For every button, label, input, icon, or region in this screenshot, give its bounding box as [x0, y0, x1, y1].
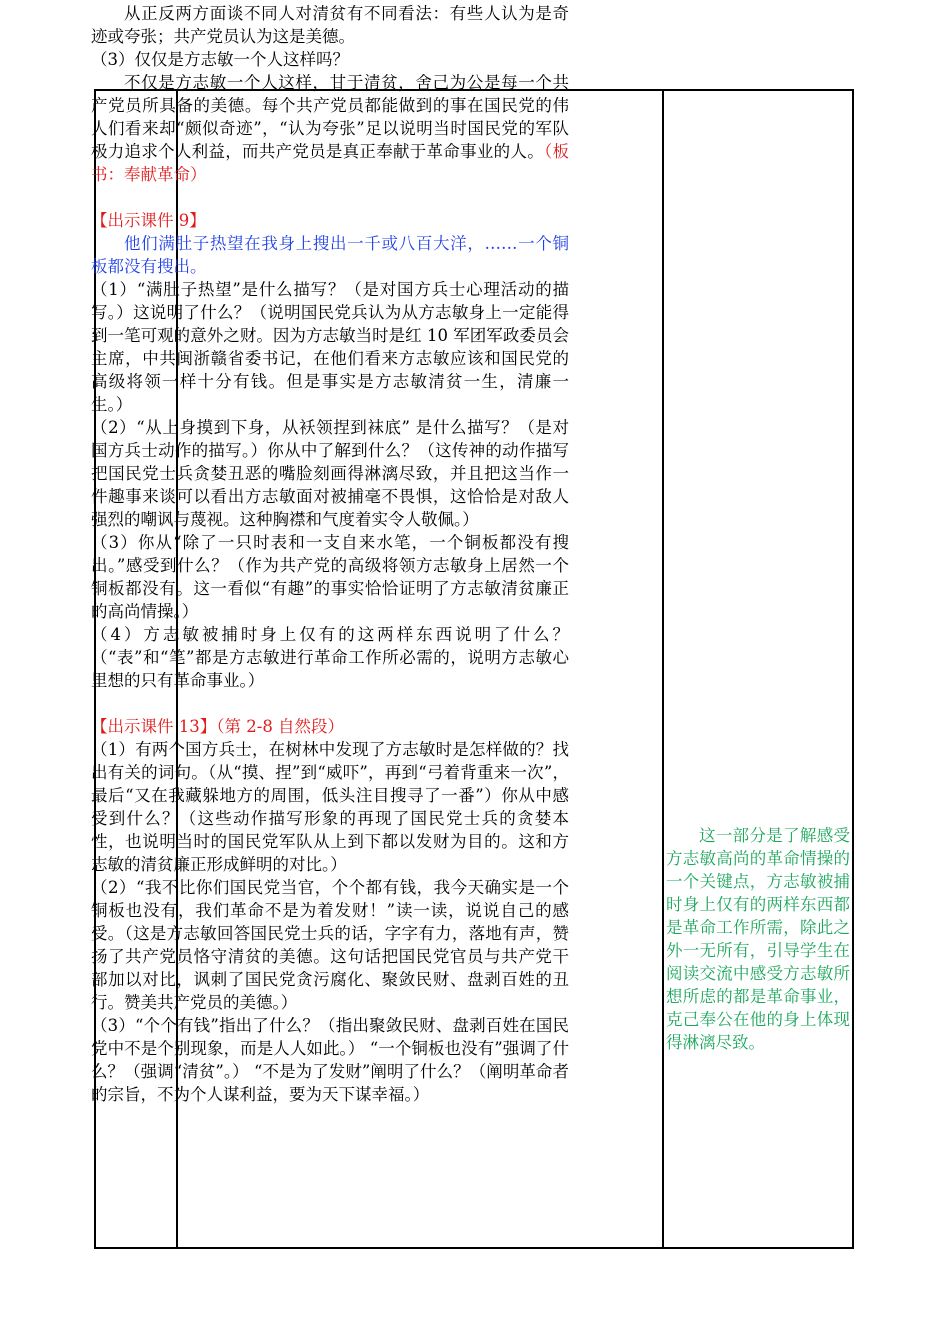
question-1-psychology: （1）“满肚子热望”是什么描写？（是对国方兵士心理活动的描写。）这说明了什么？（说明国民党兵认为从方志敏身上一定能得到一笔可观的意外之财。因为方志敏当时是红 10 军团军政委员会主席，中共闽浙赣省委书记，在他们看来方志敏应该和国民党的高级将领一样十分有钱。但是事实是方志敏清贫一生，清廉一生。） [91, 280, 569, 414]
design-intent-note: 这一部分是了解感受方志敏高尚的革命情操的一个关键点，方志敏被捕时身上仅有的两样东西都是革命工作所需，除此之外一无所有，引导学生在阅读交流中感受方志敏所想所虑的都是革命事业，克己奉公在他的身上体现得淋漓尽致。 [666, 826, 850, 1052]
column-divider-right [662, 91, 664, 1247]
section-courseware-9-title: 【出示课件 9】 [91, 211, 206, 230]
courseware-13-subtitle: （第 2-8 自然段） [216, 717, 345, 736]
paragraph-views-on-poverty: 从正反两方面谈不同人对清贫有不同看法：有些人认为是奇迹或夸张；共产党员认为这是美德。 [91, 4, 569, 46]
spacer [91, 692, 569, 715]
question-2-action: （2）“从上身摸到下身，从袄领捏到袜底” 是什么描写？（是对国方兵士动作的描写。）你从中了解到什么？（这传神的动作描写把国民党士兵贪婪丑恶的嘴脸刻画得淋漓尽致，并且把这当作一件趣事来谈可以看出方志敏面对被捕毫不畏惧，这恰恰是对敌人强烈的嘲讽与蔑视。这种胸襟和气度着实令人敬佩。） [91, 418, 569, 529]
paragraph-communist-virtue-text: 不仅是方志敏一个人这样，甘于清贫，舍己为公是每一个共产党员所具备的美德。每个共产党员都能做到的事在国民党的伟人们看来却“颇似奇迹”，“认为夸张”足以说明当时国民党的军队极力追求个人利益，而共产党员是真正奉献于革命事业的人。 [91, 73, 569, 161]
courseware-9-quote: 他们满肚子热望在我身上搜出一千或八百大洋，……一个铜板都没有搜出。 [91, 234, 569, 276]
reading-question-1: （1）有两个国方兵士，在树林中发现了方志敏时是怎样做的？找出有关的词句。（从“摸、捏”到“威吓”，再到“弓着背重来一次”，最后“又在我藏躲地方的周围，低头注目搜寻了一番”）你从中感受到什么？（这些动作描写形象的再现了国民党士兵的贪婪本性，也说明当时的国民党军队从上到下都以发财为目的。这和方志敏的清贫廉正形成鲜明的对比。） [91, 740, 569, 874]
reading-question-2: （2）“我不比你们国民党当官，个个都有钱，我今天确实是一个铜板也没有，我们革命不是为着发财！”读一读，说说自己的感受。（这是方志敏回答国民党士兵的话，字字有力，落地有声，赞扬了共产党员恪守清贫的美德。这句话把国民党官员与共产党干部加以对比，讽刺了国民党贪污腐化、聚敛民财、盘剥百姓的丑行。赞美共产党员的美德。） [91, 878, 569, 1012]
reading-question-3: （3）“个个有钱”指出了什么？（指出聚敛民财、盘剥百姓在国民党中不是个别现象，而是人人如此。） “一个铜板也没有”强调了什么？（强调“清贫”。） “不是为了发财”阐明了什么？（阐明革命者的宗旨，不为个人谋利益，要为天下谋幸福。） [91, 1016, 569, 1104]
question-3-watch-pen: （3）你从“除了一只时表和一支自来水笔，一个铜板都没有搜出。”感受到什么？（作为共产党的高级将领方志敏身上居然一个铜板都没有。这一看似“有趣”的事实恰恰证明了方志敏清贫廉正的高尚情操。） [91, 533, 569, 621]
blackboard-note: （板书：奉献革命） [91, 142, 570, 184]
spacer [91, 186, 569, 209]
teaching-process-cell [91, 2, 569, 1106]
question-4-meaning: （4）方志敏被捕时身上仅有的这两样东西说明了什么？（“表”和“笔”都是方志敏进行革命工作所必需的，说明方志敏心里想的只有革命事业。） [91, 625, 569, 690]
paragraph-communist-virtue [91, 71, 569, 186]
courseware-13-label: 【出示课件 13】 [91, 717, 217, 736]
question-3-heading: （3）仅仅是方志敏一个人这样吗？ [91, 50, 349, 69]
section-courseware-13-title [91, 715, 569, 738]
